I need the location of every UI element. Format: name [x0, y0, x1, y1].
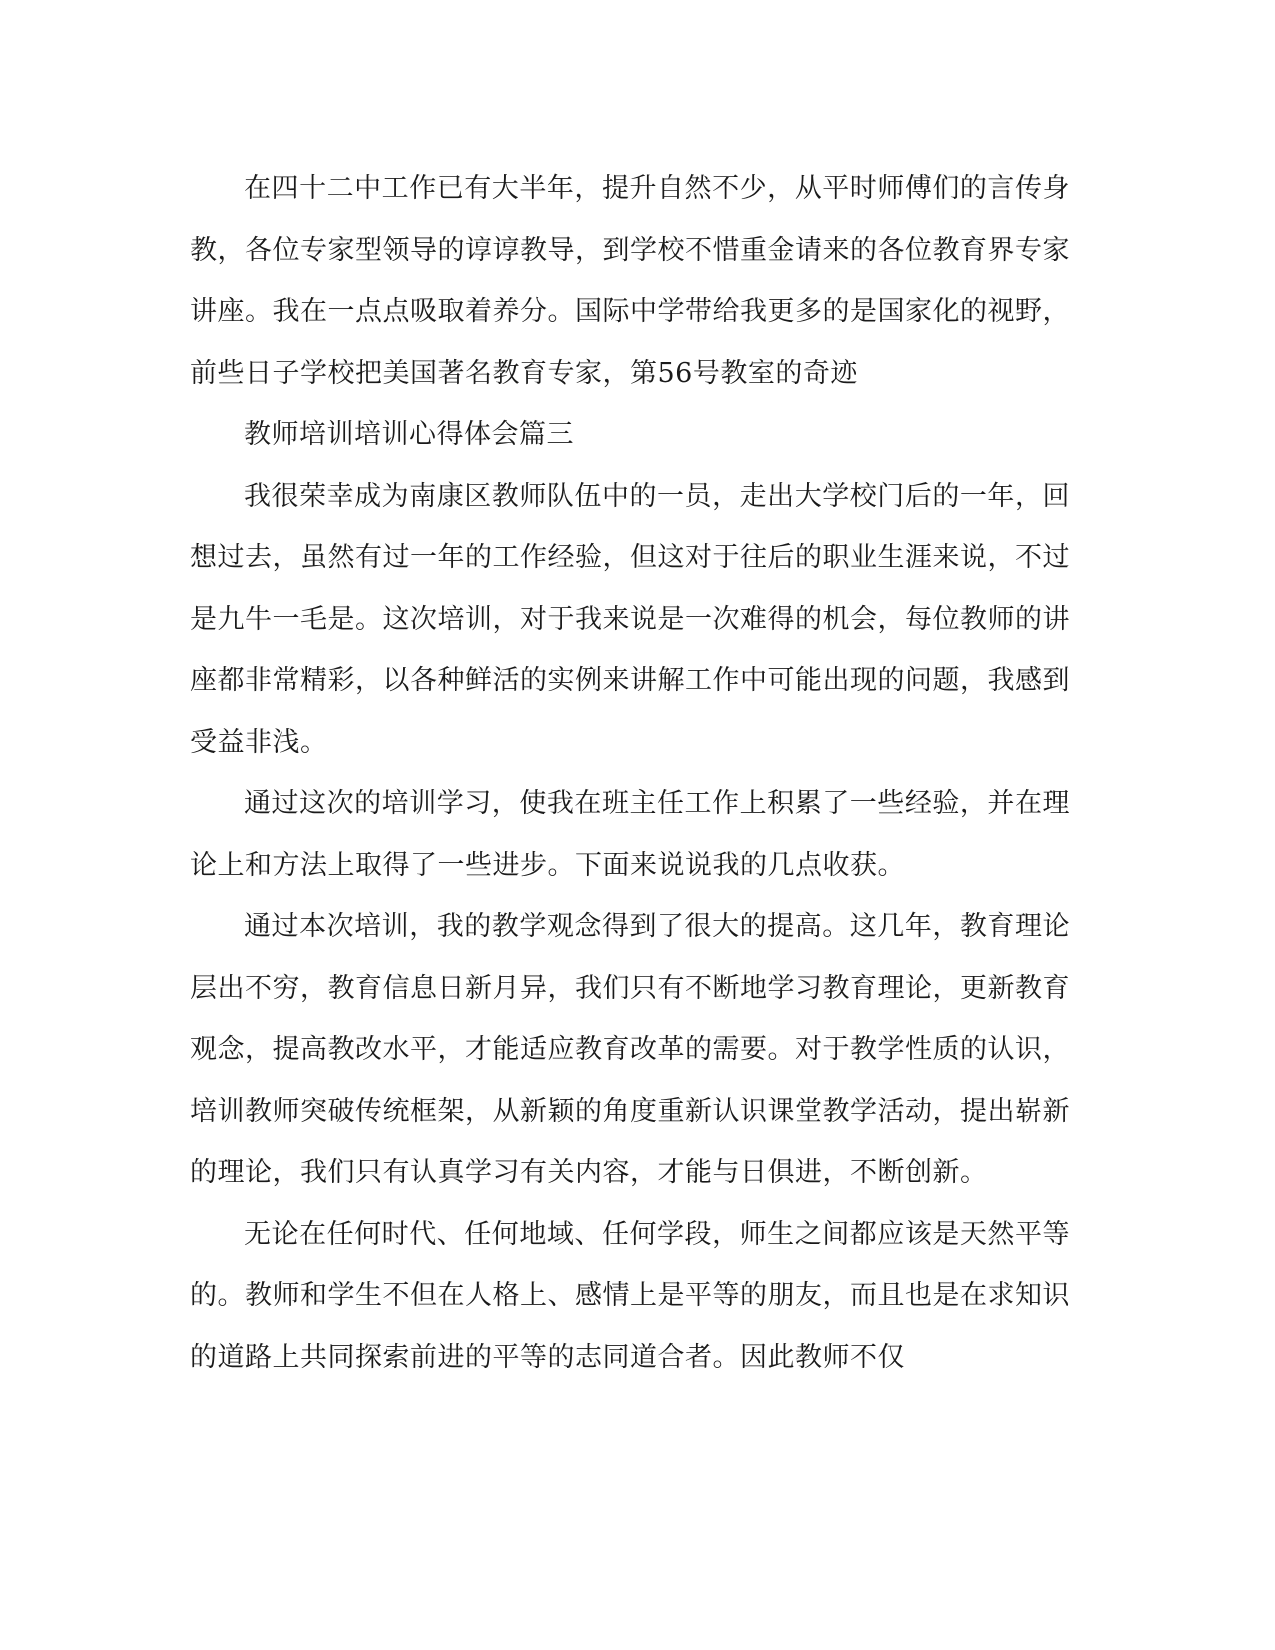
paragraph-equality: 无论在任何时代、任何地域、任何学段，师生之间都应该是天然平等的。教师和学生不但在人格上、感情上是平等的朋友，而且也是在求知识的道路上共同探索前进的平等的志同道合者。因此教师不仅	[190, 1218, 1070, 1373]
paragraph-honor: 我很荣幸成为南康区教师队伍中的一员，走出大学校门后的一年，回想过去，虽然有过一年的工作经验，但这对于往后的职业生涯来说，不过是九牛一毛是。这次培训，对于我来说是一次难得的机会，每位教师的讲座都非常精彩，以各种鲜活的实例来讲解工作中可能出现的问题，我感到受益非浅。	[190, 480, 1070, 758]
section-heading: 教师培训培训心得体会篇三	[244, 419, 574, 450]
paragraph-intro: 在四十二中工作已有大半年，提升自然不少，从平时师傅们的言传身教，各位专家型领导的谆谆教导，到学校不惜重金请来的各位教育界专家讲座。我在一点点吸取着养分。国际中学带给我更多的是国家化的视野，前些日子学校把美国著名教育专家，第56号教室的奇迹	[190, 173, 1070, 389]
paragraph-training: 通过这次的培训学习，使我在班主任工作上积累了一些经验，并在理论上和方法上取得了一些进步。下面来说说我的几点收获。	[190, 788, 1070, 881]
document-body	[190, 158, 1070, 1388]
paragraph-concept: 通过本次培训，我的教学观念得到了很大的提高。这几年，教育理论层出不穷，教育信息日新月异，我们只有不断地学习教育理论，更新教育观念，提高教改水平，才能适应教育改革的需要。对于教学性质的认识，培训教师突破传统框架，从新颖的角度重新认识课堂教学活动，提出崭新的理论，我们只有认真学习有关内容，才能与日俱进，不断创新。	[190, 911, 1070, 1188]
